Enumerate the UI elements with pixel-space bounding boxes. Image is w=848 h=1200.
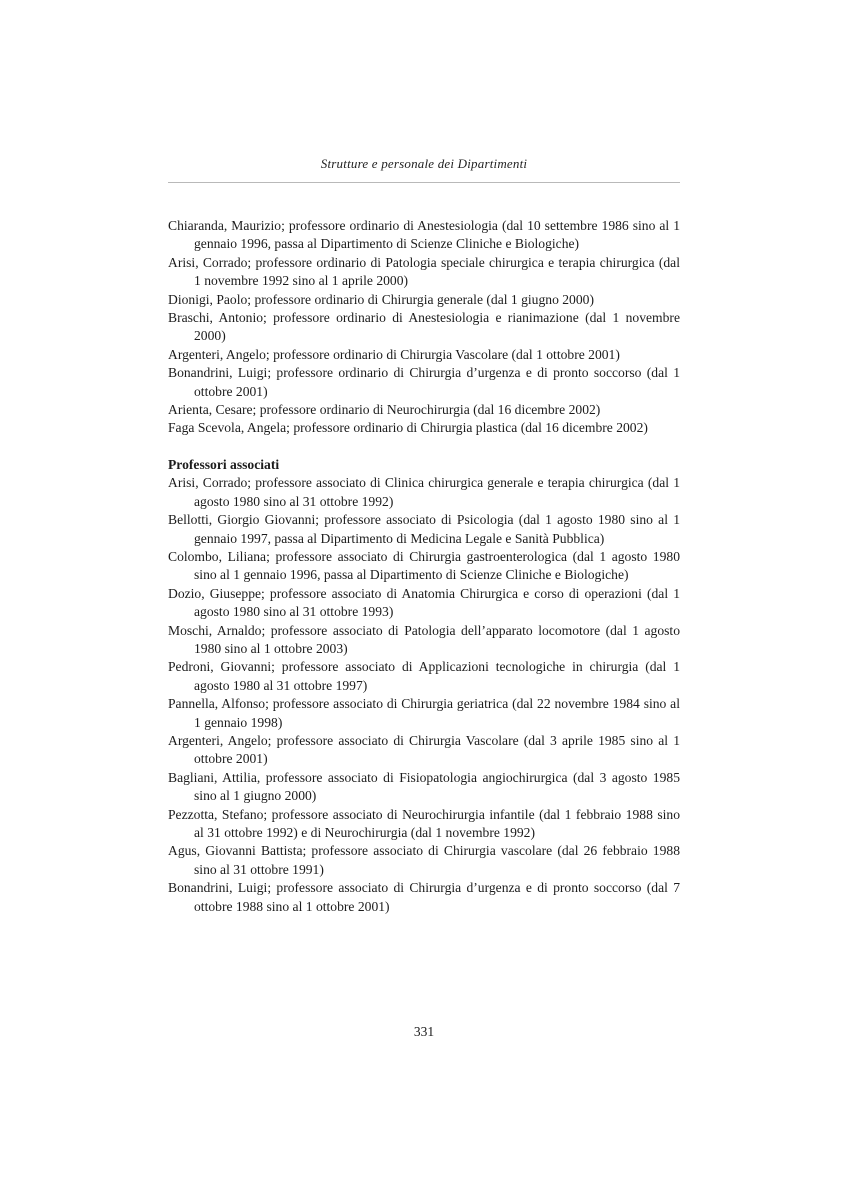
professor-entry: Dozio, Giuseppe; professore associato di Anatomia Chirurgica e corso di operazioni (dal 1 agosto 1980 sino al 31 ottobre 1993) (168, 585, 680, 620)
section-heading: Professori associati (168, 456, 280, 472)
header-rule (168, 182, 680, 183)
page-number: 331 (413, 1024, 435, 1039)
professor-entry: Bagliani, Attilia, professore associato di Fisiopatologia angiochirurgica (dal 3 agosto 1985 sino al 1 giugno 2000) (168, 769, 680, 804)
sections-container (168, 217, 680, 916)
professor-entry: Arisi, Corrado; professore ordinario di Patologia speciale chirurgica e terapia chirurgica (dal 1 novembre 1992 sino al 1 aprile 2000) (168, 254, 680, 289)
professor-entry: Argenteri, Angelo; professore ordinario di Chirurgia Vascolare (dal 1 ottobre 2001) (168, 346, 620, 362)
professor-entry: Chiaranda, Maurizio; professore ordinario di Anestesiologia (dal 10 settembre 1986 sino al 1 gennaio 1996, passa al Dipartimento di Scienze Cliniche e Biologiche) (168, 218, 680, 252)
professor-entry: Argenteri, Angelo; professore associato di Chirurgia Vascolare (dal 3 aprile 1985 sino al 1 ottobre 2001) (168, 732, 680, 767)
running-head: Strutture e personale dei Dipartimenti (320, 156, 528, 171)
professor-section (168, 456, 680, 916)
professor-entry: Bonandrini, Luigi; professore ordinario di Chirurgia d’urgenza e di pronto soccorso (dal 1 ottobre 2001) (168, 365, 680, 399)
professor-entry: Pannella, Alfonso; professore associato di Chirurgia geriatrica (dal 22 novembre 1984 sino al 1 gennaio 1998) (168, 696, 680, 730)
professor-entry: Agus, Giovanni Battista; professore associato di Chirurgia vascolare (dal 26 febbraio 1988 sino al 31 ottobre 1991) (168, 843, 680, 877)
professor-section (168, 217, 680, 438)
professor-entry: Faga Scevola, Angela; professore ordinario di Chirurgia plastica (dal 16 dicembre 2002) (168, 420, 648, 436)
professor-entry: Dionigi, Paolo; professore ordinario di Chirurgia generale (dal 1 giugno 2000) (168, 291, 594, 307)
professor-entry: Arisi, Corrado; professore associato di Clinica chirurgica generale e terapia chirurgica (dal 1 agosto 1980 sino al 31 ottobre 1992) (168, 475, 680, 509)
professor-entry: Bellotti, Giorgio Giovanni; professore associato di Psicologia (dal 1 agosto 1980 sino al 1 gennaio 1997, passa al Dipartimento di Medicina Legale e Sanità Pubblica) (168, 512, 680, 546)
professor-entry: Arienta, Cesare; professore ordinario di Neurochirurgia (dal 16 dicembre 2002) (168, 402, 601, 418)
professor-entry: Colombo, Liliana; professore associato di Chirurgia gastroenterologica (dal 1 agosto 1980 sino al 1 gennaio 1996, passa al Dipartimento di Scienze Cliniche e Biologiche) (168, 548, 680, 583)
professor-entry: Pezzotta, Stefano; professore associato di Neurochirurgia infantile (dal 1 febbraio 1988 sino al 31 ottobre 1992) e di Neurochirurgia (dal 1 novembre 1992) (168, 806, 680, 840)
professor-entry: Braschi, Antonio; professore ordinario di Anestesiologia e rianimazione (dal 1 novembre 2000) (168, 310, 680, 344)
professor-entry: Pedroni, Giovanni; professore associato di Applicazioni tecnologiche in chirurgia (dal 1 agosto 1980 al 31 ottobre 1997) (168, 659, 680, 693)
page-content (168, 0, 680, 916)
professor-entry: Moschi, Arnaldo; professore associato di Patologia dell’apparato locomotore (dal 1 agosto 1980 sino al 1 ottobre 2003) (168, 622, 680, 656)
professor-entry: Bonandrini, Luigi; professore associato di Chirurgia d’urgenza e di pronto soccorso (dal 7 ottobre 1988 sino al 1 ottobre 2001) (168, 880, 680, 914)
